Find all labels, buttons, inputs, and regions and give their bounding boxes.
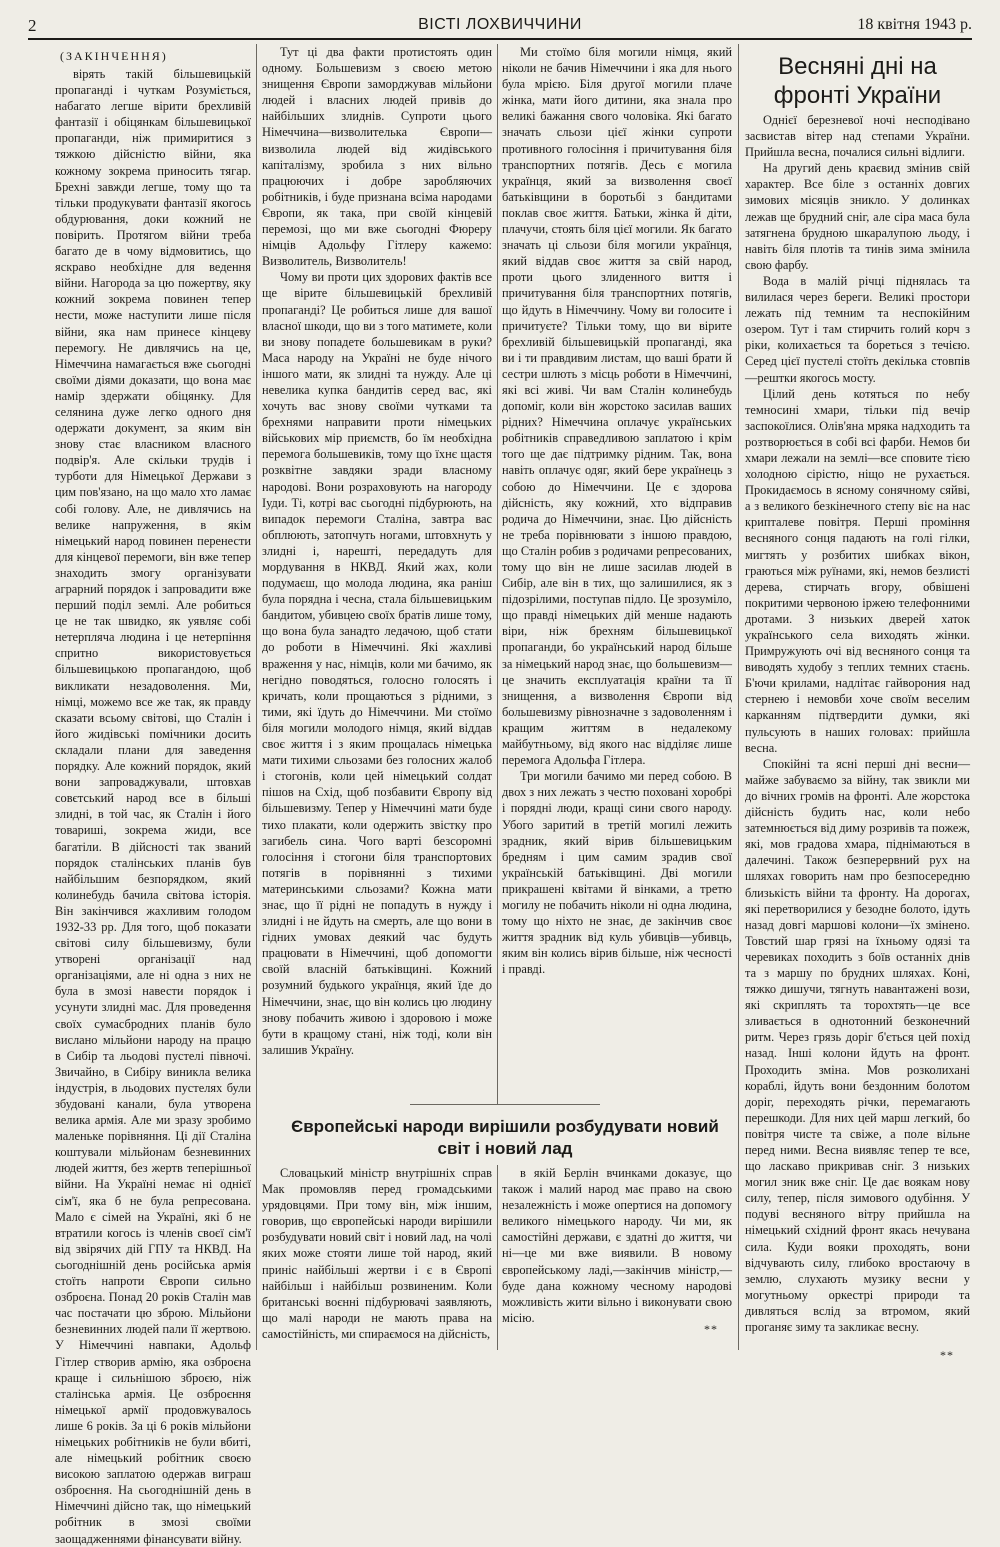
col4-paragraph: Спокійні та ясні перші дні весни—майже забуваємо за війну, так звикли ми до вічних громів на фронті. Але жорстока дійсність будить нас, коли небо затемнюється від диму розривів та пожеж, які, мов градова хмара, піднімаються в далечині. Також безперервний рух на шляхах говорить нам про безпосередню близькість війни та фронту. На дорогах, які перетворилися у безодне болото, ідуть назад довгі маршові колони—їх змінено. Товстий шар грязі на їхньому одязі та черевиках походить з боїв останніх днів та з маршу по брудних шляхах. Коні, тяжко дишучи, тягнуть навантажені вози, які скриплять та торохтять—це все зливається в однотонний безконечний ритм. Через грязь доріг б'ється цей похід назад. Інші колони йдуть на фронт. Проходить зміна. Мов розколихані кораблі, йдуть вони бездонним болотом доріг, переходять річки, перемагають перешкоди. Для них цей марш легкий, бо повітря чисте та свіже, а поле вільне перед ними. Весна виявляє тепер те все, що ласкаво прикривав сніг. З низьких могил зник вже сніг. Це дає воякам нову силу, тепер, після зимового одубіння. У подуві весняного вітру прийшла на німецький східний фронт якась нечувана сила. Куди вояки проходять, вони відчувають силу, глибоко вростаючу в землю, слухають музику весни у могутньому оркестрі природи та дивляться вслід за втромом, який проганяє зиму та закликає весну.	[745, 756, 970, 1335]
article2-paragraph: Словацький міністр внутрішніх справ Мак промовляв перед громадськими урядовцями. При тому він, між іншим, говорив, що європейські народи вирішили розбудувати новий світ і новий лад, на чолі яких може стояти лише той народ, який приніс найбільші жертви і є в Європі найбільш і найбільш розвиненим. Коли британські воєнні підбурювачі заявляють, що малі народи не мають права на самостійність, ми спираємося на дійсність,	[262, 1166, 492, 1341]
col3-paragraph: Три могили бачимо ми перед собою. В двох з них лежать з честю поховані хоробрі і порядні люди, кращі сини свого народу. Убого заритий в третій могилі лежить зрадник, який вірив більшевицьким бредням і цим самим зрадив свої українській батьківщині. Дві могили прикрашені квітами й вінками, а третю могилу не побачить ніколи ні одна людина, тому що ніхто не знає, де закінчив своє життя зрадник від куль убивців—убивць, яким він колись вірив більше, ніж чесності і правді.	[502, 769, 732, 977]
article-divider	[410, 1104, 600, 1105]
col4-paragraph: На другий день краєвид змінив свій характер. Все біле з останніх довгих зимових місяців зникло. У долинках лежав ще брудний сніг, але сіра маса була затягнена брудною шкаралупою льоду, і навіть біля плотів та тинів зима змінила свою фарбу.	[745, 161, 970, 272]
article-headline-europe: Європейські народи вирішили розбудувати новий світ і новий лад	[291, 1117, 719, 1158]
col1-paragraph: вірять такій більшевицькій пропаганді і чуткам Розуміється, набагато легше вірити брехливій фантазії і обіцянкам більшевицької пропаганди, ніж примиритися з тяжкою дійсністю війни, яка кожному зокрема приносить тягар. Брехні завжди легше, тому що та тільки продукувати фантазії якогось обдурювання, доки кожний не повірить. Протягом війни треба багато де в чому відмовитись, що яскраво необхідне для ведення війни. Нагорода за цю пожертву, яку кожний зокрема повинен тепер нести, може наступити лише після війни, яка нам принесе кінцеву перемогу. Не дивлячись на це, Німеччина намагається вже сьогодні своїми діями доказати, що вона має намір здержати обіцянку. Для селянина дуже легко одного дня одержати документ, за яким він знову стає власником власного подвір'я. Але скільки трудів і турботи для Німецької Держави з цим пов'язано, на що мало хто ламає собі голову. Але, не дивлячись на велике напруження, в якім німецький народ повинен перенести для кінцевої перемоги, він вже тепер знаходить змогу організувати аграрний порядок і запровадити вже перший поділ землі. Але робиться це не так швидко, як уявляє собі нетерпляча людина і це нетерпіння спритно використовується більшевицькою пропагандою, щоб викликати незадоволення. Ми, німці, можемо все же так, як правду сказати всьому світові, що Сталін і його жидівські помічники досить складали плани для заведення порядку. Але кожний порядок, який вони запроваджували, штовхав совєтський народ все в більші злидні, в той час, як Сталін і його товариші, зокрема жиди, все багатіли. В дійсності так званий порядок сталінських планів був найбільшим безпорядком, який колинебудь бачила світова історія. Він закінчився жахливим голодом 1932-33 рр. Для того, щоб показати світові силу більшевизму, були утворені організації над організаціями, але ні одна з них не була в змозі навести порядок і усунути злидні мас. Для проведення своїх сумасбродних планів було вислано мільйони народу на працю в Сибір та льодові пустелі півночі. Звичайно, в Сибіру виникла велика індустрія, в льодових пустелях були збудовані канали, була утворена велика армія. Але ми зразу зробимо маленьке порівняння. Ці дії Сталіна коштували мільйонам безневинних людей життя, без жертв теперішньої війни. На Україні немає ні однієї сім'ї, яка б не була репресована. Мало є сімей на Україні, які б не втратили когось із членів своєї сім'ї від звірячих дій ГПУ та НКВД. На сьогоднішній день російська армія стоїть напроти Європи сильно озброєна. Понад 20 років Сталін мав час постачати цю зброю. Мільйони безневинних людей пали її жертвою. У Німеччині навпаки, Адольф Гітлер створив армію, яка озброєна краще і сильнішою зброєю, ніж сталінська армія. Це озброєння німецької армії продовжувалось лише 6 років. За ці 6 років мільйони німецьких робітників не були вбиті, але німецький робітник своєю високою заплатою одержав виграш озброєння. На сьогоднішній день в Німеччині дійсно так, що німецький робітник в змозі своїми заощадженнями фінансувати війну.	[55, 67, 251, 1546]
column-divider	[256, 44, 257, 1350]
col3-paragraph: Ми стоїмо біля могили німця, який ніколи не бачив Німеччини і яка для нього була мрією. Біля другої могили плаче жінка, мати його дитини, яка знала про великі бажання свого чоловіка. Які багато значать сльози цієї жінки супроти противного голосіння і причитування біля транспортних потягів. Десь є могила українця, який за визволення своєї батьківщини в боротьбі з бандитами поклав своє життя. Батьки, жінка й діти, плачучи, стоять біля цієї могили. Як багато значать ці сльози біля могили українця, який віддав своє життя за свій народ, проти цього злиденного виття і причитування біля транспортних потягів, що йдуть в Німеччину. Чому ви голосите і причитуєте? Тільки тому, що ви вірите брехливій більшевицькій пропаганді, яка ви і ти правдивим листам, що ваші брати й сестри шлють з місць роботи в Німеччині, які всі живі. Чи вам Сталін колинебудь допоміг, коли він жорстоко засилав ваших рідних? Німеччина оплачує українських робітників справедливою заплатою і крім того ще дає підтримку рідним. Так, вона навіть оплачує одяг, який бере українець з собою до Німеччини. Це є здорова дійсність, яку кожний, хто відправив родича до Німеччини, знає. Цю дійсність не треба порівнювати з іншою правдою, що Сталін робив з родичами репресованих, тому що він не лише засилав людей в Сибір, але він в тих, що залишилися, як з підозрілими, поступав підло. Це зрозуміло, що правді німецьких дій менше надають віри, ніж брехням більшевицької пропаганди, бо український народ більше за німецький народ знає, що большевизм—це значить експлуатація країни та її знищення, а визволення Європи від большевизму рівнозначне з задоволенням і кращим життям в недалекому майбутньому, від якого нас відділяє лише перемога Адольфа Гітлера.	[502, 45, 732, 768]
article-end-mark: **	[940, 1348, 954, 1362]
col2-paragraph: Тут ці два факти протистоять один одному. Большевизм з своєю метою знищення Європи заморджував мільйони людей і власних людей привів до найбільших злиднів. Супроти цього Німеччина—визволителька Європи—визволила людей від жидівського капіталізму, зробила з них вільно працюючих і добре заробляючих робітників, і буде признана всіма народами Європи, як така, при своїй кінцевій перемозі, що ми вже сьогодні Фюреру німців Адольфу Гітлеру кажемо: Визволитель, Визволитель!	[262, 45, 492, 269]
column-divider	[497, 1165, 498, 1350]
column-divider	[497, 44, 498, 1104]
column-4	[745, 112, 970, 1350]
column-2	[262, 44, 492, 1064]
header-rule	[28, 38, 972, 40]
col4-paragraph: Вода в малій річці піднялась та вилилася через береги. Великі простори лежать під темним та неспокійним озером. Тут і там стирчить голий корч з ріки, колихається та бореться з течією. Серед цієї пустелі стоїть декілька стовпів—рештки якогось мосту.	[745, 273, 970, 385]
col4-paragraph: Цілий день котяться по небу темносині хмари, тільки під вечір заспокоїлися. Олів'яна мряка надходить та розтворюється в собі всі фарби. Немов би хмари лежали на землі—все сповите тією холодною сірістю, ніщо не рухається. Прокидаємось в ясному сонячному сяйві, а з великого безкінечного степу віє на нас крипталеве повітря. Перші проміння весняного сонця падають на голі гілки, мигтять у розбитих шибках вікон, граються між руїнами, які, немов безлисті дерева, стирчать вгору, обвішені покритими червоною іржею телефонними дротами. З низьких дверей хаток українського села виходять жінки. Примружують очі від весняного сонця та виводять худобу з теплих темних стаєнь. Б'ючи крилами, надлітає гайворония над стернею і немовби хоче своїм веселим карканням підтвердити думки, які пульсують в наших головах: прийшла весна.	[745, 386, 970, 755]
article2-end-mark: **	[704, 1322, 718, 1336]
issue-date: 18 квітня 1943 р.	[857, 16, 972, 33]
col4-paragraph: Однієї березневої ночі несподівано засвистав вітер над степами України. Прийшла весна, почалися сильні відлиги.	[745, 113, 970, 160]
column-1	[55, 66, 251, 1546]
col2-paragraph: Чому ви проти цих здорових фактів все ще вірите більшевицькій брехливій пропаганді? Це робиться лише для вашої власної шкоди, що ви з того матимете, коли ви знову попадете большевикам в руки? Маса народу на Україні не буде нічого іншого мати, як злидні та нужду. Але ці невелика купка бандитів серед вас, які хочуть вас знову своїми чутками та брехнями направити проти німецьких військових мір приємств, бо їм необхідна перемога большевиків, тому що їхнє щастя розквітне завдяки зради власному народові. Вони розраховують на нагороду Іуди. Ті, котрі вас сьогодні підбурюють, на випадок перемоги Сталіна, завтра вас обплюють, затопчуть ногами, штовхнуть у злидні і, нарешті, передадуть для мордування в НКВД. Який жах, коли подумаєш, що молода людина, яка раніш була порядна і чесна, стала більшевицьким бандитом, убивцею своїх братів лише тому, що вона була занадто ледачою, щоб стати до роботи в Німеччині. Які жахливі враження у нас, німців, коли ми бачимо, як негідно поводяться, голосно голосять і кричать, коли прощаються з рідними, з тими, які їдуть до Німеччини. Ми стоїмо біля могили молодого німця, який віддав своє життя і з яким прощалась німецька мати тихими сльозами без голосних жалоб і стогонів, коли цей німецький солдат пішов на Схід, щоб позбавити Європу від більшевизму. Тепер у Німеччині мати буде тихо плакати, коли одержить звістку про загибель сина. Чого варті безсоромні голосіння і стогони біля транспортових потягів в порівнянні з тихими материнськими сльозами? Кожна мати знає, що її рідні не попадуть в нужду і злидні і не йдуть на смерть, але що вони в гідних умовах деякий час будуть працювати в Німеччині, щоб допомогти своїй власній батьківщині. Кожний розумний будького українця, який їде до Німеччини, знає, що він колись цю людину знову побачить живою і здоровою і може бути в кращому стані, ніж тоді, коли він залишив Україну.	[262, 270, 492, 1057]
article-headline-spring: Весняні дні на фронті України	[773, 53, 942, 109]
column-divider	[738, 44, 739, 1350]
column-3	[502, 44, 732, 1044]
page-number: 2	[28, 16, 37, 35]
article2-column-left	[262, 1165, 492, 1350]
continued-label: (ЗАКІНЧЕННЯ)	[60, 49, 168, 63]
newspaper-name: ВІСТІ ЛОХВИЧЧИНИ	[418, 16, 582, 33]
article2-paragraph: в якій Берлін вчинками доказує, що також і малий народ має право на свою незалежність і може опертися на допомогу великого німецького народу. Чи ми, як самостійні держави, є здатні до життя, чи ні—це ми вже виявили. В новому європейському ладі,—закінчив міністр,—буде дана кожному чесному народові можливість жити вільно і виконувати свою місію.	[502, 1166, 732, 1325]
article2-column-right	[502, 1165, 732, 1325]
